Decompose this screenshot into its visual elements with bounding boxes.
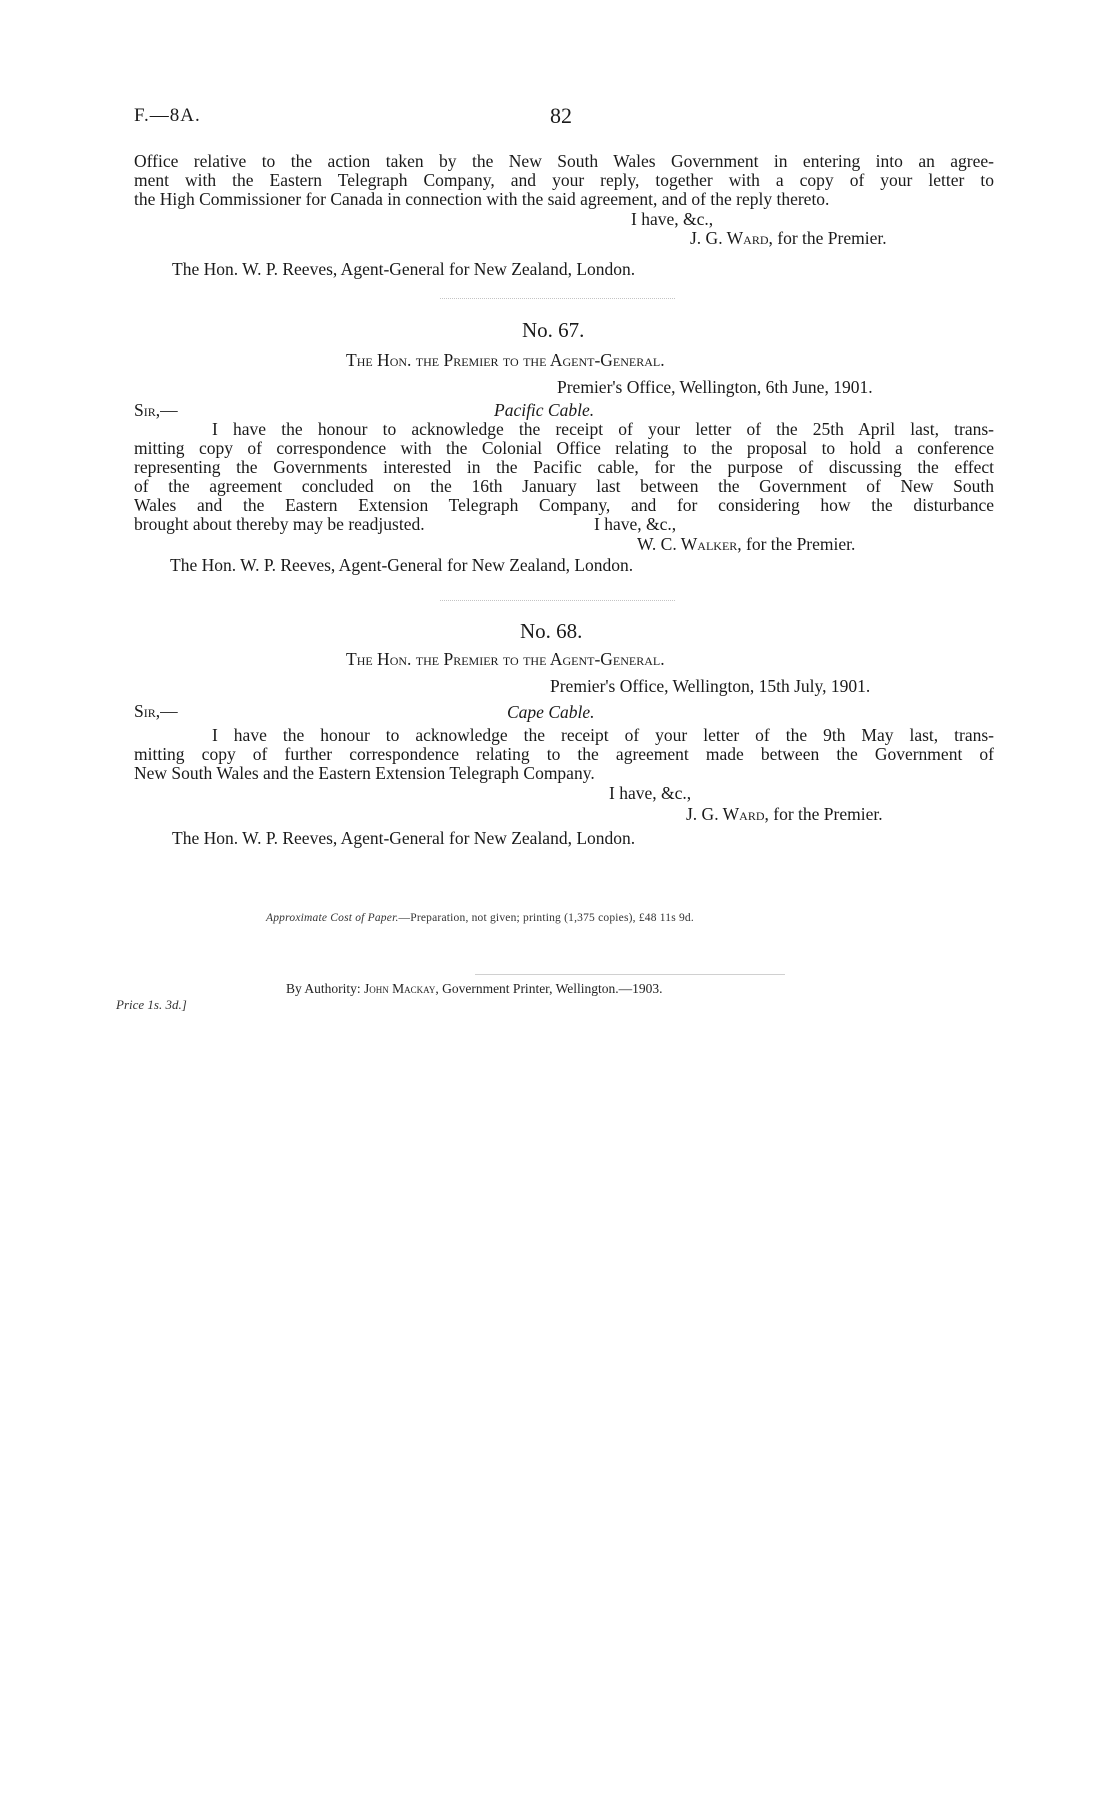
subject: Pacific Cable. xyxy=(494,400,595,420)
signature-name: J. G. Ward xyxy=(690,228,769,248)
document-reference: F.—8A. xyxy=(134,105,201,126)
addressee: The Hon. W. P. Reeves, Agent-General for New Zealand, London. xyxy=(172,259,636,279)
body-line: mitting copy of further correspondence relating to the agreement made between the Government of xyxy=(134,744,994,764)
body-line: I have the honour to acknowledge the receipt of your letter of the 25th April last, trans- xyxy=(212,419,994,439)
signature-name: J. G. Ward xyxy=(686,804,765,824)
closing: I have, &c., xyxy=(594,514,677,534)
addressee: The Hon. W. P. Reeves, Agent-General for New Zealand, London. xyxy=(170,555,634,575)
salutation: Sir,— xyxy=(134,400,178,420)
signature-name: W. C. Walker xyxy=(637,534,738,554)
body-line: I have the honour to acknowledge the receipt of your letter of the 9th May last, trans- xyxy=(212,725,994,745)
body-line: representing the Governments interested in the Pacific cable, for the purpose of discussing the effect xyxy=(134,457,994,477)
continuation-line: the High Commissioner for Canada in connection with the said agreement, and of the reply thereto. xyxy=(134,189,830,209)
closing: I have, &c., xyxy=(631,209,714,229)
price: Price 1s. 3d.] xyxy=(116,997,187,1012)
signature-role: , for the Premier. xyxy=(764,804,883,824)
salutation: Sir,— xyxy=(134,701,178,721)
addressee: The Hon. W. P. Reeves, Agent-General for New Zealand, London. xyxy=(172,828,636,848)
cost-text: —Preparation, not given; printing (1,375 copies), £48 11s 9d. xyxy=(398,912,694,924)
printer-name: John Mackay xyxy=(364,981,436,996)
page-number: 82 xyxy=(550,103,572,128)
authority-rest: , Government Printer, Wellington.—1903. xyxy=(435,981,663,996)
body-line: brought about thereby may be readjusted. xyxy=(134,514,425,534)
dateline: Premier's Office, Wellington, 15th July, 1901. xyxy=(550,676,871,696)
letter-number: No. 67. xyxy=(522,318,585,342)
dateline: Premier's Office, Wellington, 6th June, 1901. xyxy=(557,377,873,397)
signature xyxy=(690,229,887,248)
signature xyxy=(686,805,883,824)
footer-rule xyxy=(475,974,785,975)
signature-role: , for the Premier. xyxy=(768,228,887,248)
letter-from-to: The Hon. the Premier to the Agent-General. xyxy=(346,649,665,669)
letter-number: No. 68. xyxy=(520,619,583,643)
continuation-line: ment with the Eastern Telegraph Company, and your reply, together with a copy of your letter to xyxy=(134,170,994,190)
section-divider xyxy=(440,298,675,299)
body-line: Wales and the Eastern Extension Telegraph Company, and for considering how the disturbance xyxy=(134,495,994,515)
subject: Cape Cable. xyxy=(507,702,595,722)
body-line: of the agreement concluded on the 16th January last between the Government of New South xyxy=(134,476,994,496)
printer-authority xyxy=(286,981,663,997)
cost-label: Approximate Cost of Paper. xyxy=(266,912,399,924)
body-line: mitting copy of correspondence with the Colonial Office relating to the proposal to hold a conference xyxy=(134,438,994,458)
signature xyxy=(637,535,855,554)
body-line: New South Wales and the Eastern Extension Telegraph Company. xyxy=(134,763,595,783)
authority-prefix: By Authority: xyxy=(286,981,365,996)
closing: I have, &c., xyxy=(609,783,692,803)
continuation-line: Office relative to the action taken by the New South Wales Government in entering into an agree- xyxy=(134,151,994,171)
letter-from-to: The Hon. the Premier to the Agent-General. xyxy=(346,350,665,370)
section-divider xyxy=(440,600,675,601)
cost-note xyxy=(266,912,694,924)
signature-role: , for the Premier. xyxy=(737,534,856,554)
